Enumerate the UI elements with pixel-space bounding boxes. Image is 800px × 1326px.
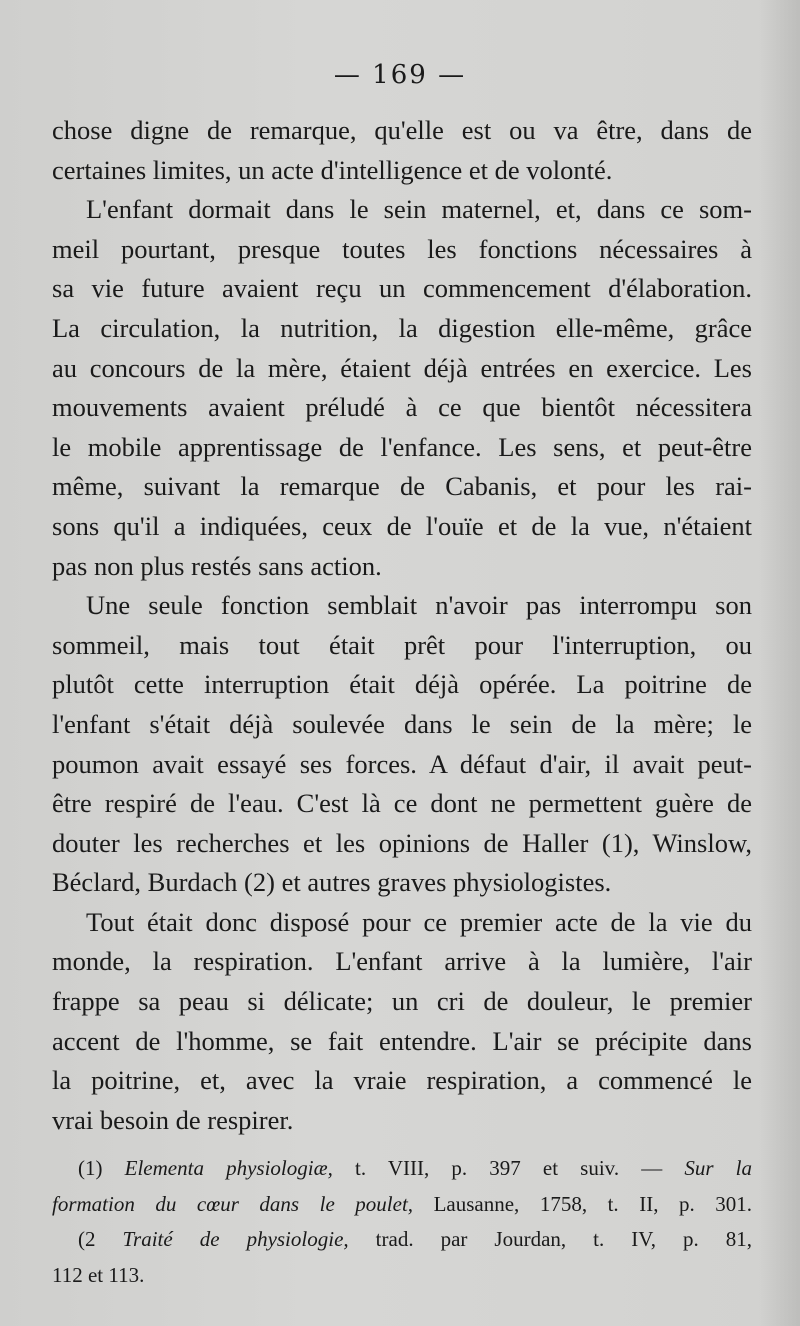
text-line: sommeil, mais tout était prêt pour l'interruption, ou (52, 629, 752, 660)
footnote-title: formation du cœur dans le poulet, (52, 1191, 414, 1216)
text-line: chose digne de remarque, qu'elle est ou va être, dans de (52, 115, 752, 145)
text-line: la poitrine, et, avec la vraie respiration, a commencé le (52, 1065, 752, 1096)
text-line: meil pourtant, presque toutes les fonctions nécessaires à (52, 233, 752, 264)
text-line: sons qu'il a indiquées, ceux de l'ouïe et de la vue, n'étaient (52, 510, 752, 541)
footnote-number: (2 (78, 1227, 96, 1251)
footnote-2-line-1 (52, 1222, 752, 1258)
footnote-title: Elementa physiologiæ, (124, 1156, 333, 1180)
text-line: le mobile apprentissage de l'enfance. Les sens, et peut-être (52, 431, 752, 462)
footnote-1-line-2 (52, 1187, 752, 1223)
bleed-through-shadow (758, 0, 800, 1326)
footnote-title: Sur la (684, 1156, 753, 1180)
footnotes (52, 1151, 752, 1293)
footnote-number: (1) (78, 1156, 103, 1180)
text-line: Béclard, Burdach (2) et autres graves physiologistes. (52, 867, 612, 898)
footnote-reference: trad. par Jourdan, t. IV, p. 81, (375, 1227, 753, 1251)
text-line: mouvements avaient préludé à ce que bientôt nécessitera (52, 392, 752, 423)
text-line: douter les recherches et les opinions de Haller (1), Winslow, (52, 827, 752, 858)
footnote-reference: t. VIII, p. 397 et suiv. — (354, 1156, 663, 1180)
text-line: pas non plus restés sans action. (52, 550, 382, 581)
footnote-reference: Lausanne, 1758, t. II, p. 301. (433, 1191, 752, 1216)
text-line: l'enfant s'était déjà soulevée dans le sein de la mère; le (52, 708, 752, 739)
text-line: même, suivant la remarque de Cabanis, et pour les rai- (52, 471, 752, 502)
text-line: être respiré de l'eau. C'est là ce dont ne permettent guère de (52, 788, 752, 819)
footnote-2-line-2: 112 et 113. (52, 1262, 145, 1287)
text-line: La circulation, la nutrition, la digestion elle-même, grâce (52, 312, 752, 343)
text-line: monde, la respiration. L'enfant arrive à la lumière, l'air (52, 946, 752, 977)
footnote-title: Traité de physiologie, (122, 1227, 349, 1251)
text-line: Tout était donc disposé pour ce premier acte de la vie du (86, 906, 752, 937)
text-line: accent de l'homme, se fait entendre. L'air se précipite dans (52, 1025, 752, 1056)
text-line: sa vie future avaient reçu un commencement d'élaboration. (52, 273, 752, 304)
text-line: vrai besoin de respirer. (52, 1104, 294, 1135)
text-line: plutôt cette interruption était déjà opérée. La poitrine de (52, 669, 752, 700)
text-line: frappe sa peau si délicate; un cri de douleur, le premier (52, 986, 752, 1017)
text-line: L'enfant dormait dans le sein maternel, et, dans ce som- (86, 194, 752, 225)
footnote-1-line-1 (52, 1151, 752, 1187)
page-number: — 169 — (333, 60, 467, 90)
text-line: Une seule fonction semblait n'avoir pas interrompu son (86, 590, 752, 621)
text-line: au concours de la mère, étaient déjà entrées en exercice. Les (52, 352, 752, 383)
text-line: certaines limites, un acte d'intelligence et de volonté. (52, 154, 613, 185)
text-line: poumon avait essayé ses forces. A défaut d'air, il avait peut- (52, 748, 752, 779)
body-text (52, 111, 752, 1140)
